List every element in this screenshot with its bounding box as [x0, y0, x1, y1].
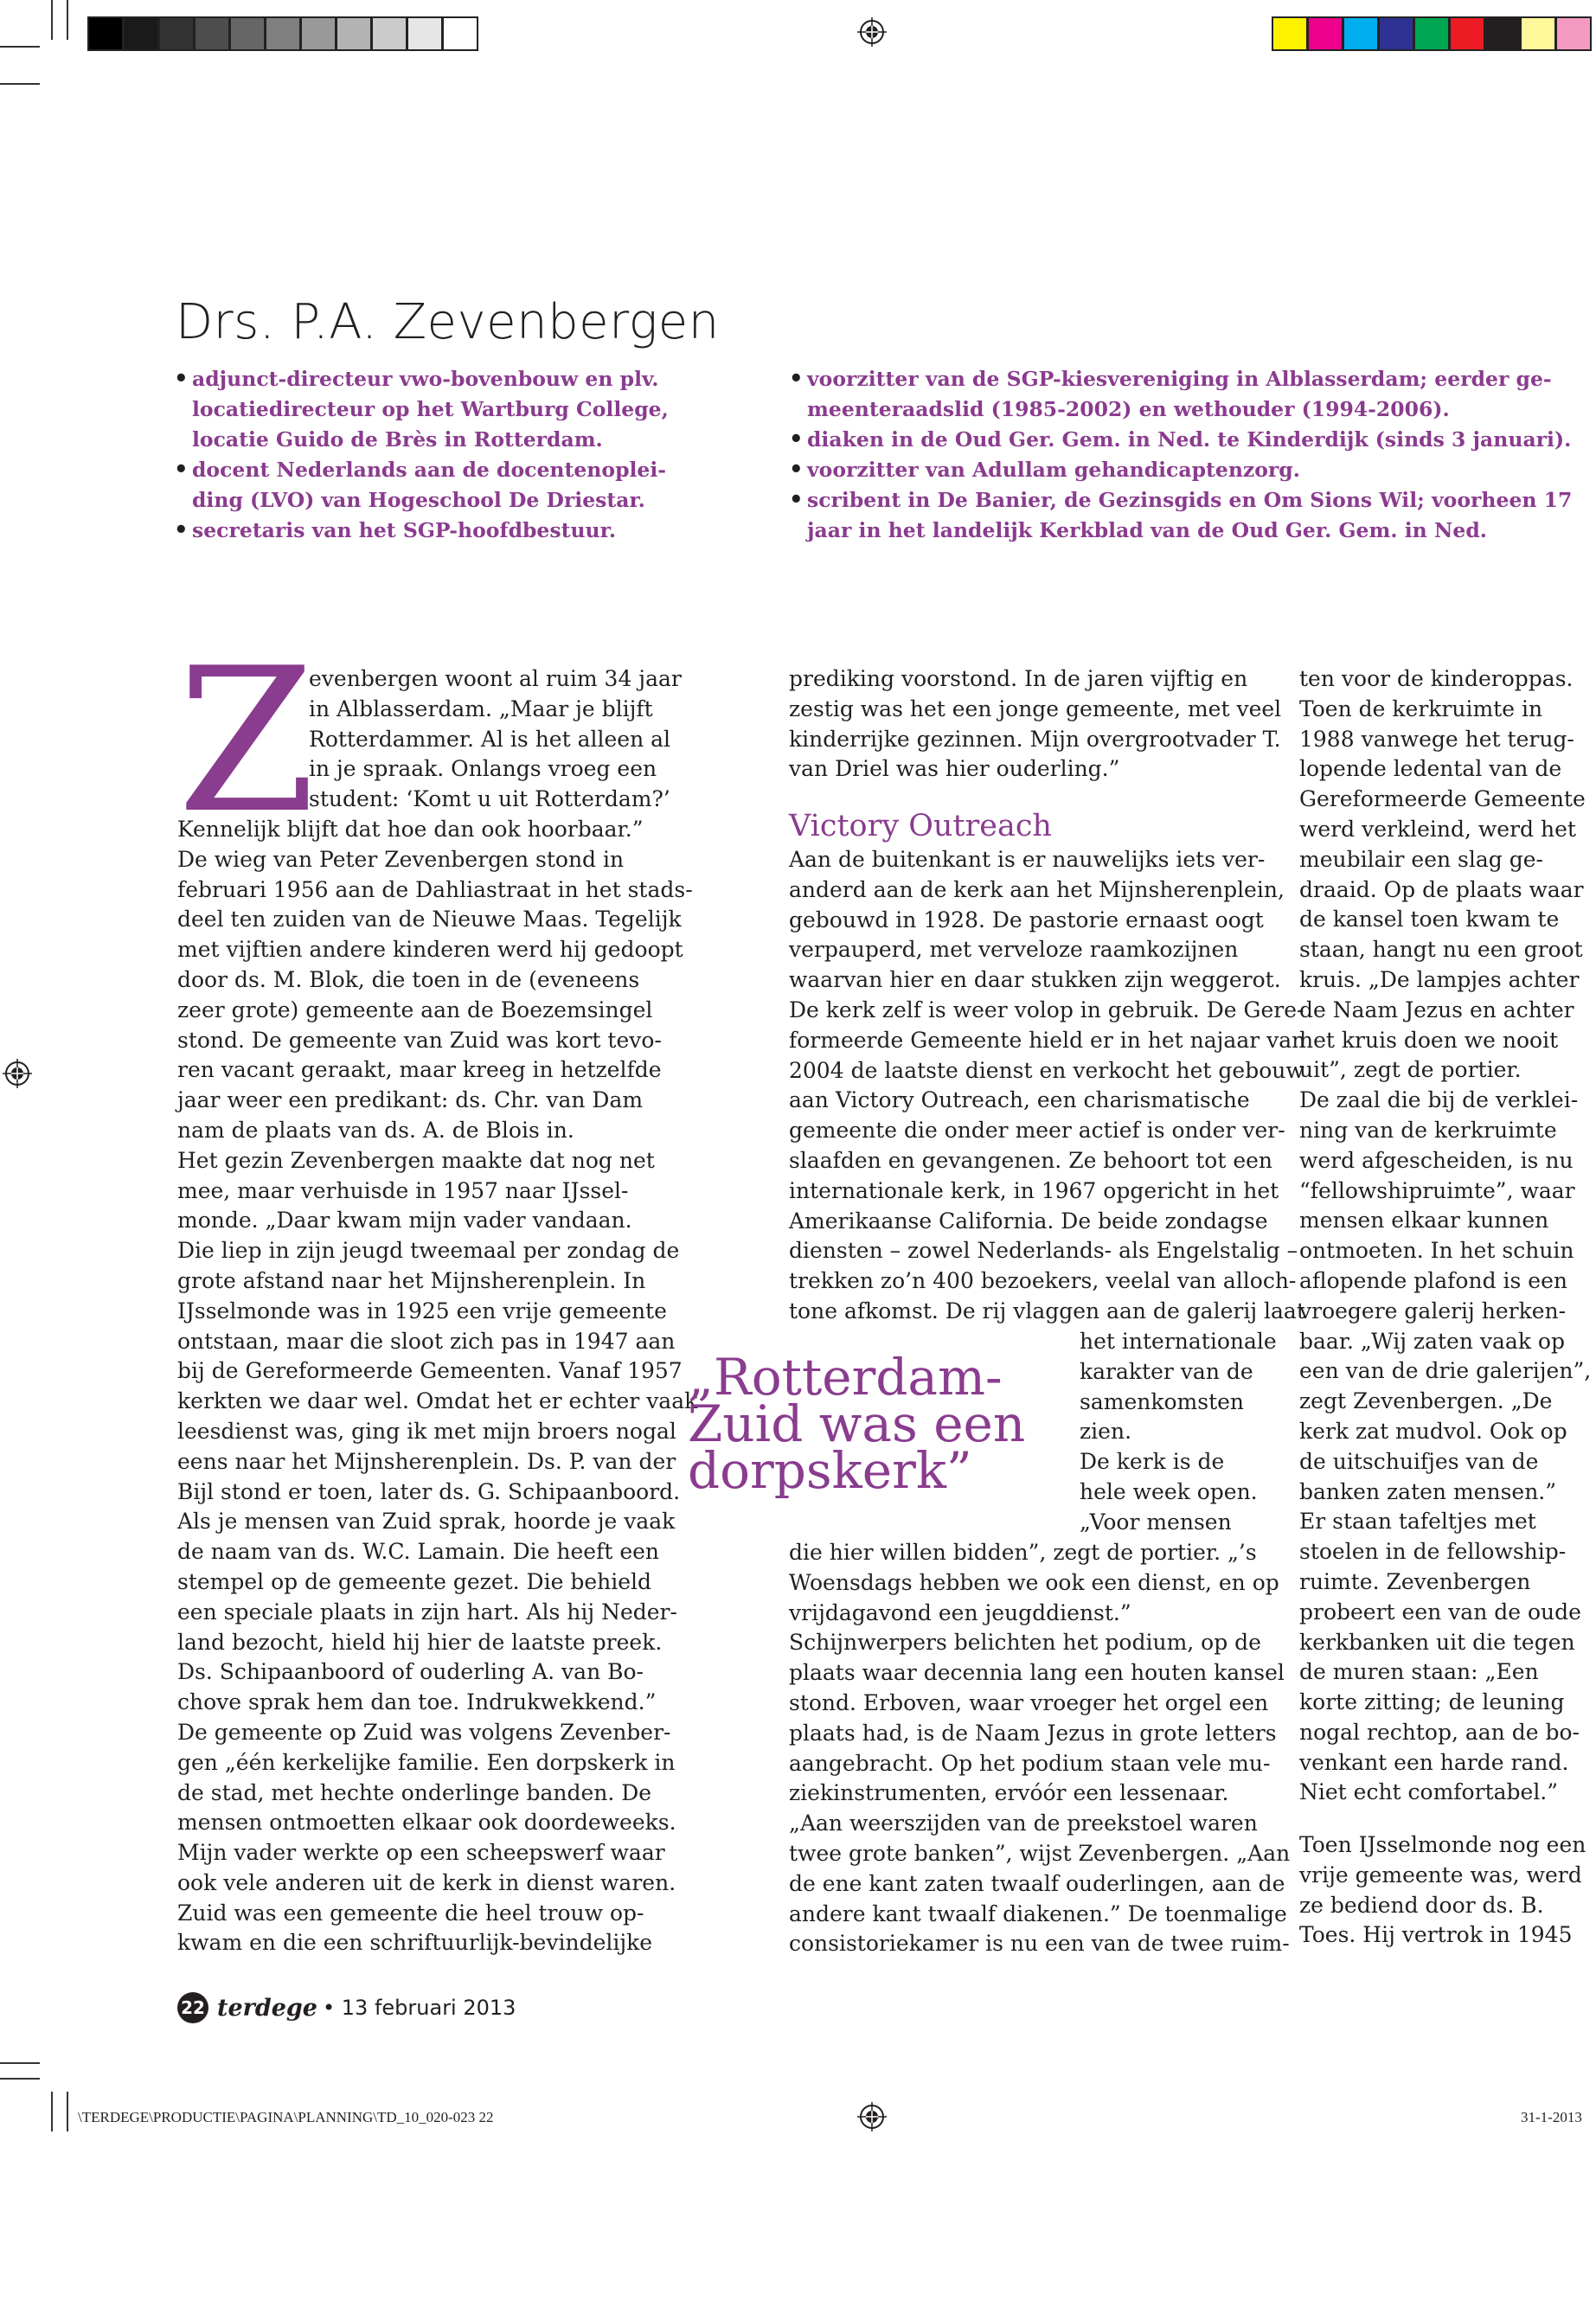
process-color-swatch: [1520, 16, 1556, 51]
article-column-3: ten voor de kinderoppas. Toen de kerkruimte in 1988 vanwege het terug- lopende ledental van de Gereformeerde Gemeente werd verkleind, werd het meubilair een slag ge- draaid. Op de plaats waar de kansel toen kwam te staan, hangt nu een groot kruis. „De lampjes achter de Naam Jezus en achter het kruis doen we nooit uit”, zegt de portier. De zaal die bij de verklei- ning van de kerkruimte werd afgescheiden, is nu “fellowshipruimte”, waar mensen elkaar kunnen ontmoeten. In het schuin aflopende plafond is een vroegere galerij herken- baar. „Wij zaten vaak op een van de drie galerijen”, zegt Zevenbergen. „De kerk zat mudvol. Ook op de uitschuifjes van de banken zaten mensen.” Er staan tafeltjes met stoelen in de fellowship- ruimte. Zevenbergen probeert een van de oude kerkbanken uit die tegen de muren staan: „Een korte zitting; de leuning nogal rechtop, aan de bo- venkant een harde rand. Niet echt comfortabel.”: [1299, 666, 1592, 1805]
process-color-swatch: [1484, 16, 1521, 51]
page-footer: [177, 1992, 516, 2023]
process-color-swatch: [1307, 16, 1343, 51]
article-column-3-continued: Toen IJsselmonde nog een vrije gemeente was, werd ze bediend door ds. B. Toes. Hij vertrok in 1945: [1299, 1832, 1586, 1948]
pull-quote: „Rotterdam- Zuid was een dorpskerk”: [688, 1348, 1026, 1500]
crop-mark: [0, 2062, 40, 2064]
issue-date: • 13 februari 2013: [323, 1996, 516, 2020]
process-color-swatch: [1343, 16, 1379, 51]
registration-mark-icon: [857, 2102, 887, 2131]
profile-bullet-item: • scribent in De Banier, de Gezinsgids en Om Sions Wil; voorheen 17 jaar in het landelijk Kerkblad van de Oud Ger. Gem. in Ned.: [791, 485, 1552, 546]
grey-swatch: [336, 16, 372, 51]
profile-bullet-item: • secretaris van het SGP-hoofdbestuur.: [176, 516, 686, 546]
profile-bullets-right: [791, 364, 1573, 546]
grey-swatch: [265, 16, 301, 51]
article-column-2-bottom: die hier willen bidden”, zegt de portier. „’s Woensdags hebben we ook een dienst, en op vrijdagavond een jeugddienst.” Schijnwerpers belichten het podium, op de plaats waar decennia lang een houten kansel stond. Erboven, waar vroeger het orgel een plaats had, is de Naam Jezus in grote letters aangebracht. Op het podium staan vele mu- ziekinstrumenten, ervóór een lessenaar. „Aan weerszijden van de preekstoel waren twee grote banken”, wijst Zevenbergen. „Aan de ene kant zaten twaalf ouderlingen, aan de andere kant twaalf diakenen.” De toenmalige consistoriekamer is nu een van de twee ruim-: [789, 1540, 1291, 1957]
grey-swatch: [123, 16, 159, 51]
grey-swatch: [87, 16, 124, 51]
grey-swatch: [300, 16, 337, 51]
crop-mark: [67, 0, 68, 40]
article-column-1-intro: evenbergen woont al ruim 34 jaar in Alblasserdam. „Maar je blijft Rotterdammer. Al is het alleen al in je spraak. Onlangs vroeg een student: ‘Komt u uit Rotterdam?’: [309, 666, 682, 812]
grey-swatch: [407, 16, 443, 51]
crop-mark: [51, 0, 53, 40]
article-column-2-top: prediking voorstond. In de jaren vijftig en zestig was het een jonge gemeente, met veel kinderrijke gezinnen. Mijn overgrootvader T. van Driel was hier ouderling.”: [789, 666, 1282, 782]
grey-swatch: [194, 16, 230, 51]
profile-bullet-item: • voorzitter van de SGP-kiesvereniging in Alblasserdam; eerder ge- meenteraadslid (1985-2002) en wethouder (1994-2006).: [791, 364, 1552, 425]
grey-swatch: [158, 16, 195, 51]
crop-mark: [0, 2078, 40, 2080]
print-slug-date: 31-1-2013: [1521, 2109, 1582, 2125]
article-column-1: Kennelijk blijft dat hoe dan ook hoorbaar.” De wieg van Peter Zevenbergen stond in februari 1956 aan de Dahliastraat in het stads- deel ten zuiden van de Nieuwe Maas. Tegelijk met vijftien andere kinderen werd hij gedoopt door ds. M. Blok, die toen in de (eveneens zeer grote) gemeente aan de Boezemsingel stond. De gemeente van Zuid was kort tevo- ren vacant geraakt, maar kreeg in hetzelfde jaar weer een predikant: ds. Chr. van Dam nam de plaats van ds. A. de Blois in. Het gezin Zevenbergen maakte dat nog net mee, maar verhuisde in 1957 naar IJssel- monde. „Daar kwam mijn vader vandaan. Die liep in zijn jeugd tweemaal per zondag de grote afstand naar het Mijnsherenplein. In IJsselmonde was in 1925 een vrije gemeente ontstaan, maar die sloot zich pas in 1947 aan bij de Gereformeerde Gemeenten. Vanaf 1957 kerkten we daar wel. Omdat het er echter vaak leesdienst was, ging ik met mijn broers nogal eens naar het Mijnsherenplein. Ds. P. van der Bijl stond er toen, later ds. G. Schipaanboord. Als je mensen van Zuid sprak, hoorde je vaak de naam van ds. W.C. Lamain. Die heeft een stempel op de gemeente gezet. Die behield een speciale plaats in zijn hart. Als hij Neder- land bezocht, hield hij hier de laatste preek. Ds. Schipaanboord of ouderling A. van Bo- chove sprak hem dan toe. Indrukwekkend.” De gemeente op Zuid was volgens Zevenber- gen „één kerkelijke familie. Een dorpskerk in de stad, met hechte onderlinge banden. De mensen ontmoetten elkaar ook doordeweeks. Mijn vader werkte op een scheepswerf waar ook vele anderen uit de kerk in dienst waren. Zuid was een gemeente die heel trouw op- kwam en die een schriftuurlijk-bevindelijke: [177, 817, 698, 1956]
profile-bullet-item: • docent Nederlands aan de docentenoplei- ding (LVO) van Hogeschool De Driestar.: [176, 455, 686, 516]
registration-mark-icon: [857, 17, 887, 47]
registration-mark-icon: [3, 1059, 32, 1088]
article-column-2-middle: Aan de buitenkant is er nauwelijks iets ver- anderd aan de kerk aan het Mijnsherenplein, gebouwd in 1928. De pastorie ernaast oogt verpauperd, met verveloze raamkozijnen waarvan hier en daar stukken zijn weggerot. De kerk zelf is weer volop in gebruik. De Gere- formeerde Gemeente hield er in het najaar van 2004 de laatste dienst en verkocht het gebouw aan Victory Outreach, een charismatische gemeente die onder meer actief is onder ver- slaafden en gevangenen. Ze behoort tot een internationale kerk, in 1967 opgericht in het Amerikaanse California. De beide zondagse diensten – zowel Nederlands- als Engelstalig – trekken zo’n 400 bezoekers, veelal van alloch- tone afkomst. De rij vlaggen aan de galerij laat: [789, 847, 1306, 1324]
page-number-badge: 22: [177, 1992, 208, 2023]
process-color-swatch: [1272, 16, 1308, 51]
article-column-2-narrow: het internationale karakter van de samenkomsten zien. De kerk is de hele week open. „Voor mensen: [1080, 1329, 1277, 1535]
magazine-logo: terdege: [217, 1994, 317, 2022]
grey-swatch: [442, 16, 478, 51]
process-color-swatch: [1449, 16, 1485, 51]
print-slug-path: \TERDEGE\PRODUCTIE\PAGINA\PLANNING\TD_10_020-023 22: [78, 2109, 494, 2125]
process-color-swatch: [1378, 16, 1414, 51]
crop-mark: [0, 46, 40, 48]
profile-bullet-item: • voorzitter van Adullam gehandicaptenzorg.: [791, 455, 1552, 485]
profile-bullet-item: • diaken in de Oud Ger. Gem. in Ned. te Kinderdijk (sinds 3 januari).: [791, 425, 1552, 455]
process-color-swatch: [1555, 16, 1592, 51]
process-color-swatch: [1413, 16, 1450, 51]
section-subheading: Victory Outreach: [789, 809, 1052, 843]
crop-mark: [51, 2092, 53, 2131]
grey-swatch: [229, 16, 266, 51]
profile-bullets-left: [176, 364, 686, 546]
crop-mark: [0, 83, 40, 85]
profile-name-heading: Drs. P.A. Zevenbergen: [176, 294, 720, 350]
drop-cap: Z: [177, 626, 316, 857]
grey-swatch: [371, 16, 407, 51]
profile-bullet-item: • adjunct-directeur vwo-bovenbouw en plv. locatiedirecteur op het Wartburg College, locatie Guido de Brès in Rotterdam.: [176, 364, 686, 455]
crop-mark: [67, 2092, 68, 2131]
